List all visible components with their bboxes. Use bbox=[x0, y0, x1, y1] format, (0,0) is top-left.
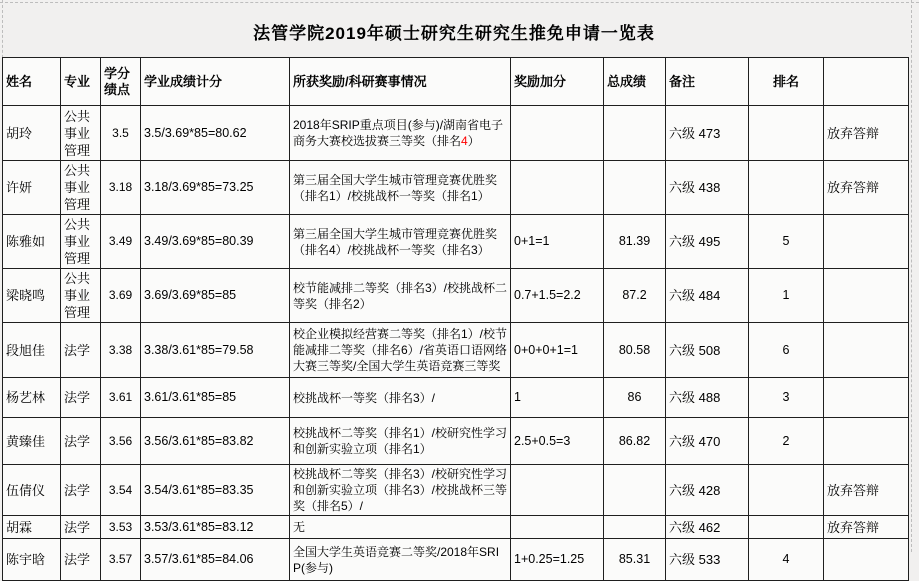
cell-note: 放弃答辩 bbox=[824, 516, 909, 539]
cell-bonus bbox=[511, 161, 604, 215]
cell-score-formula: 3.18/3.69*85=73.25 bbox=[141, 161, 290, 215]
cell-bonus bbox=[511, 465, 604, 516]
cell-awards bbox=[290, 418, 511, 465]
cell-awards bbox=[290, 215, 511, 269]
cell-awards bbox=[290, 465, 511, 516]
cell-bonus: 0.7+1.5=2.2 bbox=[511, 269, 604, 323]
cell-major: 法学 bbox=[61, 323, 101, 378]
cell-total: 86.82 bbox=[604, 418, 666, 465]
cell-remark: 六级 462 bbox=[666, 516, 749, 539]
cell-name: 伍倩仪 bbox=[3, 465, 61, 516]
award-text: 校节能减排二等奖（排名3）/校挑战杯二等奖（排名2） bbox=[293, 280, 508, 311]
cell-awards bbox=[290, 378, 511, 418]
cell-major: 公共事业管理 bbox=[61, 215, 101, 269]
cell-score-formula: 3.69/3.69*85=85 bbox=[141, 269, 290, 323]
cell-remark: 六级 488 bbox=[666, 378, 749, 418]
cell-total bbox=[604, 516, 666, 539]
cell-rank: 4 bbox=[749, 539, 824, 581]
cell-total: 87.2 bbox=[604, 269, 666, 323]
cell-rank: 1 bbox=[749, 269, 824, 323]
table-row bbox=[3, 215, 909, 269]
header-gpa: 学分绩点 bbox=[101, 58, 141, 106]
cell-total: 85.31 bbox=[604, 539, 666, 581]
cell-note bbox=[824, 269, 909, 323]
header-total: 总成绩 bbox=[604, 58, 666, 106]
cell-major: 法学 bbox=[61, 465, 101, 516]
cell-note bbox=[824, 215, 909, 269]
cell-remark: 六级 470 bbox=[666, 418, 749, 465]
award-rank-highlight: 4 bbox=[461, 134, 468, 148]
cell-major: 公共事业管理 bbox=[61, 161, 101, 215]
cell-score-formula: 3.57/3.61*85=84.06 bbox=[141, 539, 290, 581]
cell-awards bbox=[290, 106, 511, 161]
award-text: 第三届全国大学生城市管理竞赛优胜奖（排名1）/校挑战杯一等奖（排名1） bbox=[293, 172, 498, 203]
header-awards: 所获奖励/科研赛事情况 bbox=[290, 58, 511, 106]
cell-note: 放弃答辩 bbox=[824, 465, 909, 516]
cell-major: 公共事业管理 bbox=[61, 106, 101, 161]
cell-rank: 2 bbox=[749, 418, 824, 465]
cell-total: 80.58 bbox=[604, 323, 666, 378]
table-row bbox=[3, 465, 909, 516]
cell-note: 放弃答辩 bbox=[824, 106, 909, 161]
cell-note: 放弃答辩 bbox=[824, 161, 909, 215]
cell-bonus bbox=[511, 516, 604, 539]
cell-name: 段旭佳 bbox=[3, 323, 61, 378]
cell-note bbox=[824, 539, 909, 581]
table-row bbox=[3, 378, 909, 418]
cell-bonus: 0+0+0+1=1 bbox=[511, 323, 604, 378]
cell-gpa: 3.53 bbox=[101, 516, 141, 539]
header-row bbox=[3, 58, 909, 106]
table-body bbox=[3, 106, 909, 581]
cell-note bbox=[824, 418, 909, 465]
cell-score-formula: 3.56/3.61*85=83.82 bbox=[141, 418, 290, 465]
award-text: ） bbox=[467, 134, 480, 148]
header-major: 专业 bbox=[61, 58, 101, 106]
cell-awards bbox=[290, 161, 511, 215]
cell-rank: 5 bbox=[749, 215, 824, 269]
cell-rank bbox=[749, 465, 824, 516]
cell-major: 法学 bbox=[61, 378, 101, 418]
cell-name: 陈雅如 bbox=[3, 215, 61, 269]
award-text: 校挑战杯二等奖（排名3）/校研究性学习和创新实验立项（排名3）/校挑战杯三等奖（排名5）/ bbox=[293, 467, 508, 513]
cell-gpa: 3.5 bbox=[101, 106, 141, 161]
page-margin-line-top bbox=[0, 2, 919, 3]
cell-total bbox=[604, 106, 666, 161]
award-text: 无 bbox=[293, 520, 306, 534]
cell-score-formula: 3.49/3.69*85=80.39 bbox=[141, 215, 290, 269]
cell-bonus: 1+0.25=1.25 bbox=[511, 539, 604, 581]
cell-awards bbox=[290, 269, 511, 323]
cell-bonus: 1 bbox=[511, 378, 604, 418]
header-rank: 排名 bbox=[749, 58, 824, 106]
cell-gpa: 3.69 bbox=[101, 269, 141, 323]
cell-gpa: 3.54 bbox=[101, 465, 141, 516]
cell-name: 胡霖 bbox=[3, 516, 61, 539]
cell-remark: 六级 495 bbox=[666, 215, 749, 269]
cell-name: 胡玲 bbox=[3, 106, 61, 161]
award-text: 校挑战杯二等奖（排名1）/校研究性学习和创新实验立项（排名1） bbox=[293, 426, 508, 456]
header-bonus: 奖励加分 bbox=[511, 58, 604, 106]
award-text: 2018年SRIP重点项目(参与)/湖南省电子商务大赛校选拔赛三等奖（排名 bbox=[293, 118, 504, 148]
cell-rank: 6 bbox=[749, 323, 824, 378]
table-row bbox=[3, 539, 909, 581]
table-row bbox=[3, 323, 909, 378]
cell-name: 陈宇晗 bbox=[3, 539, 61, 581]
header-extra bbox=[824, 58, 909, 106]
page-title: 法管学院2019年硕士研究生研究生推免申请一览表 bbox=[253, 24, 655, 43]
cell-rank bbox=[749, 106, 824, 161]
cell-awards bbox=[290, 323, 511, 378]
award-text: 全国大学生英语竞赛二等奖/2018年SRIP(参与) bbox=[293, 544, 500, 575]
cell-gpa: 3.18 bbox=[101, 161, 141, 215]
cell-bonus: 0+1=1 bbox=[511, 215, 604, 269]
table-row bbox=[3, 161, 909, 215]
cell-rank: 3 bbox=[749, 378, 824, 418]
recommendation-table bbox=[2, 57, 909, 581]
cell-awards bbox=[290, 516, 511, 539]
cell-major: 法学 bbox=[61, 539, 101, 581]
cell-major: 法学 bbox=[61, 516, 101, 539]
cell-gpa: 3.38 bbox=[101, 323, 141, 378]
table-row bbox=[3, 106, 909, 161]
header-remark: 备注 bbox=[666, 58, 749, 106]
cell-major: 法学 bbox=[61, 418, 101, 465]
page-margin-line-right bbox=[911, 0, 912, 552]
cell-score-formula: 3.38/3.61*85=79.58 bbox=[141, 323, 290, 378]
cell-gpa: 3.49 bbox=[101, 215, 141, 269]
cell-total bbox=[604, 465, 666, 516]
cell-total: 81.39 bbox=[604, 215, 666, 269]
cell-gpa: 3.57 bbox=[101, 539, 141, 581]
cell-note bbox=[824, 323, 909, 378]
cell-name: 许妍 bbox=[3, 161, 61, 215]
cell-remark: 六级 438 bbox=[666, 161, 749, 215]
cell-major: 公共事业管理 bbox=[61, 269, 101, 323]
cell-remark: 六级 428 bbox=[666, 465, 749, 516]
cell-total: 86 bbox=[604, 378, 666, 418]
cell-rank bbox=[749, 516, 824, 539]
header-score-formula: 学业成绩计分 bbox=[141, 58, 290, 106]
cell-remark: 六级 533 bbox=[666, 539, 749, 581]
table-row bbox=[3, 516, 909, 539]
cell-total bbox=[604, 161, 666, 215]
cell-name: 梁晓鸣 bbox=[3, 269, 61, 323]
cell-gpa: 3.56 bbox=[101, 418, 141, 465]
table-row bbox=[3, 418, 909, 465]
cell-bonus: 2.5+0.5=3 bbox=[511, 418, 604, 465]
award-text: 校企业模拟经营赛二等奖（排名1）/校节能减排二等奖（排名6）/省英语口语网络大赛三等奖/全国大学生英语竞赛三等奖 bbox=[293, 327, 508, 373]
cell-score-formula: 3.5/3.69*85=80.62 bbox=[141, 106, 290, 161]
cell-note bbox=[824, 378, 909, 418]
cell-score-formula: 3.54/3.61*85=83.35 bbox=[141, 465, 290, 516]
cell-remark: 六级 508 bbox=[666, 323, 749, 378]
cell-remark: 六级 473 bbox=[666, 106, 749, 161]
cell-name: 黄臻佳 bbox=[3, 418, 61, 465]
cell-name: 杨艺林 bbox=[3, 378, 61, 418]
header-name: 姓名 bbox=[3, 58, 61, 106]
table-row bbox=[3, 269, 909, 323]
cell-rank bbox=[749, 161, 824, 215]
cell-awards bbox=[290, 539, 511, 581]
cell-bonus bbox=[511, 106, 604, 161]
cell-score-formula: 3.53/3.61*85=83.12 bbox=[141, 516, 290, 539]
award-text: 校挑战杯一等奖（排名3）/ bbox=[293, 390, 436, 405]
cell-remark: 六级 484 bbox=[666, 269, 749, 323]
cell-score-formula: 3.61/3.61*85=85 bbox=[141, 378, 290, 418]
award-text: 第三届全国大学生城市管理竞赛优胜奖（排名4）/校挑战杯一等奖（排名3） bbox=[293, 226, 498, 257]
cell-gpa: 3.61 bbox=[101, 378, 141, 418]
